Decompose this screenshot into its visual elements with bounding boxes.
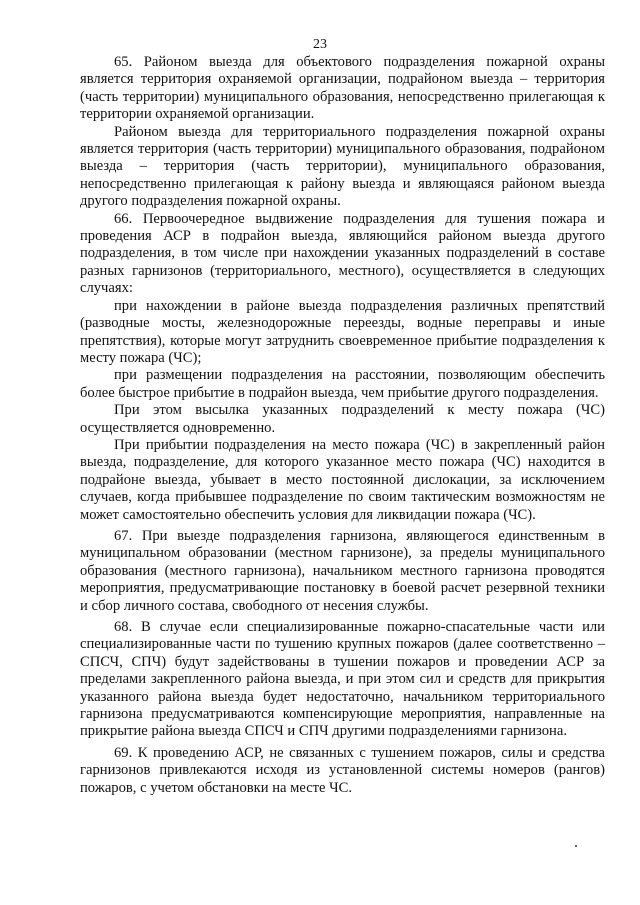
paragraph-66-case-obstacles: при нахождении в районе выезда подразделения различных препятствий (разводные мосты, железнодорожные переезды, водные переправы и иные препятствия), которые могут затруднить своевременное прибытие подразделения к месту пожара (ЧС); — [80, 297, 605, 366]
paragraph-66-simultaneous: При этом высылка указанных подразделений к месту пожара (ЧС) осуществляется одновременно. — [80, 402, 605, 436]
paragraph-67: 67. При выезде подразделения гарнизона, являющегося единственным в муниципальном образовании (местном гарнизоне), за пределы муниципального образования (местного гарнизона), начальником местного гарнизона проводятся мероприятия, предусматривающие постановку в боевой расчет резервной техники и сбор личного состава, свободного от несения службы. — [80, 527, 605, 614]
paragraph-66-arrival: При прибытии подразделения на место пожара (ЧС) в закрепленный район выезда, подразделение, для которого указанное место пожара (ЧС) находится в подрайоне выезда, убывает в место постоянной дислокации, за исключением случаев, когда прибывшее подразделение по своим тактическим возможностям не может самостоятельно обеспечить условия для ликвидации пожара (ЧС). — [80, 436, 605, 523]
page-number: 23 — [313, 37, 327, 52]
paragraph-65: 65. Районом выезда для объектового подразделения пожарной охраны является территория охраняемой организации, подрайоном выезда – территория (часть территории) муниципального образования, непосредственно прилегающая к территории охраняемой организации. — [80, 54, 605, 123]
paragraph-66-case-distance: при размещении подразделения на расстоянии, позволяющим обеспечить более быстрое прибытие в подрайон выезда, чем прибытие другого подразделения. — [80, 367, 605, 401]
paragraph-66: 66. Первоочередное выдвижение подразделения для тушения пожара и проведения АСР в подрайон выезда, являющийся районом выезда другого подразделения, в том числе при нахождении указанных подразделений в составе разных гарнизонов (территориального, местного), осуществляется в следующих случаях: — [80, 210, 605, 297]
scan-speck — [575, 845, 577, 847]
paragraph-65-territorial: Районом выезда для территориального подразделения пожарной охраны является территория (часть территории) муниципального образования, подрайоном выезда – территория (часть территории), муниципального образования, непосредственно прилегающая к району выезда и являющаяся районом выезда другого подразделения пожарной охраны. — [80, 123, 605, 210]
paragraph-68: 68. В случае если специализированные пожарно-спасательные части или специализированные части по тушению крупных пожаров (далее соответственно – СПСЧ, СПЧ) будут задействованы в тушении пожаров и проведении АСР за пределами закрепленного района выезда, и при этом сил и средств для прикрытия указанного района выезда будет недостаточно, начальником территориального гарнизона предусматриваются компенсирующие мероприятия, направленные на прикрытие района выезда СПСЧ и СПЧ другими подразделениями гарнизона. — [80, 619, 605, 740]
document-body — [80, 54, 605, 797]
paragraph-69: 69. К проведению АСР, не связанных с тушением пожаров, силы и средства гарнизонов привлекаются исходя из установленной системы номеров (рангов) пожаров, с учетом обстановки на месте ЧС. — [80, 744, 605, 796]
